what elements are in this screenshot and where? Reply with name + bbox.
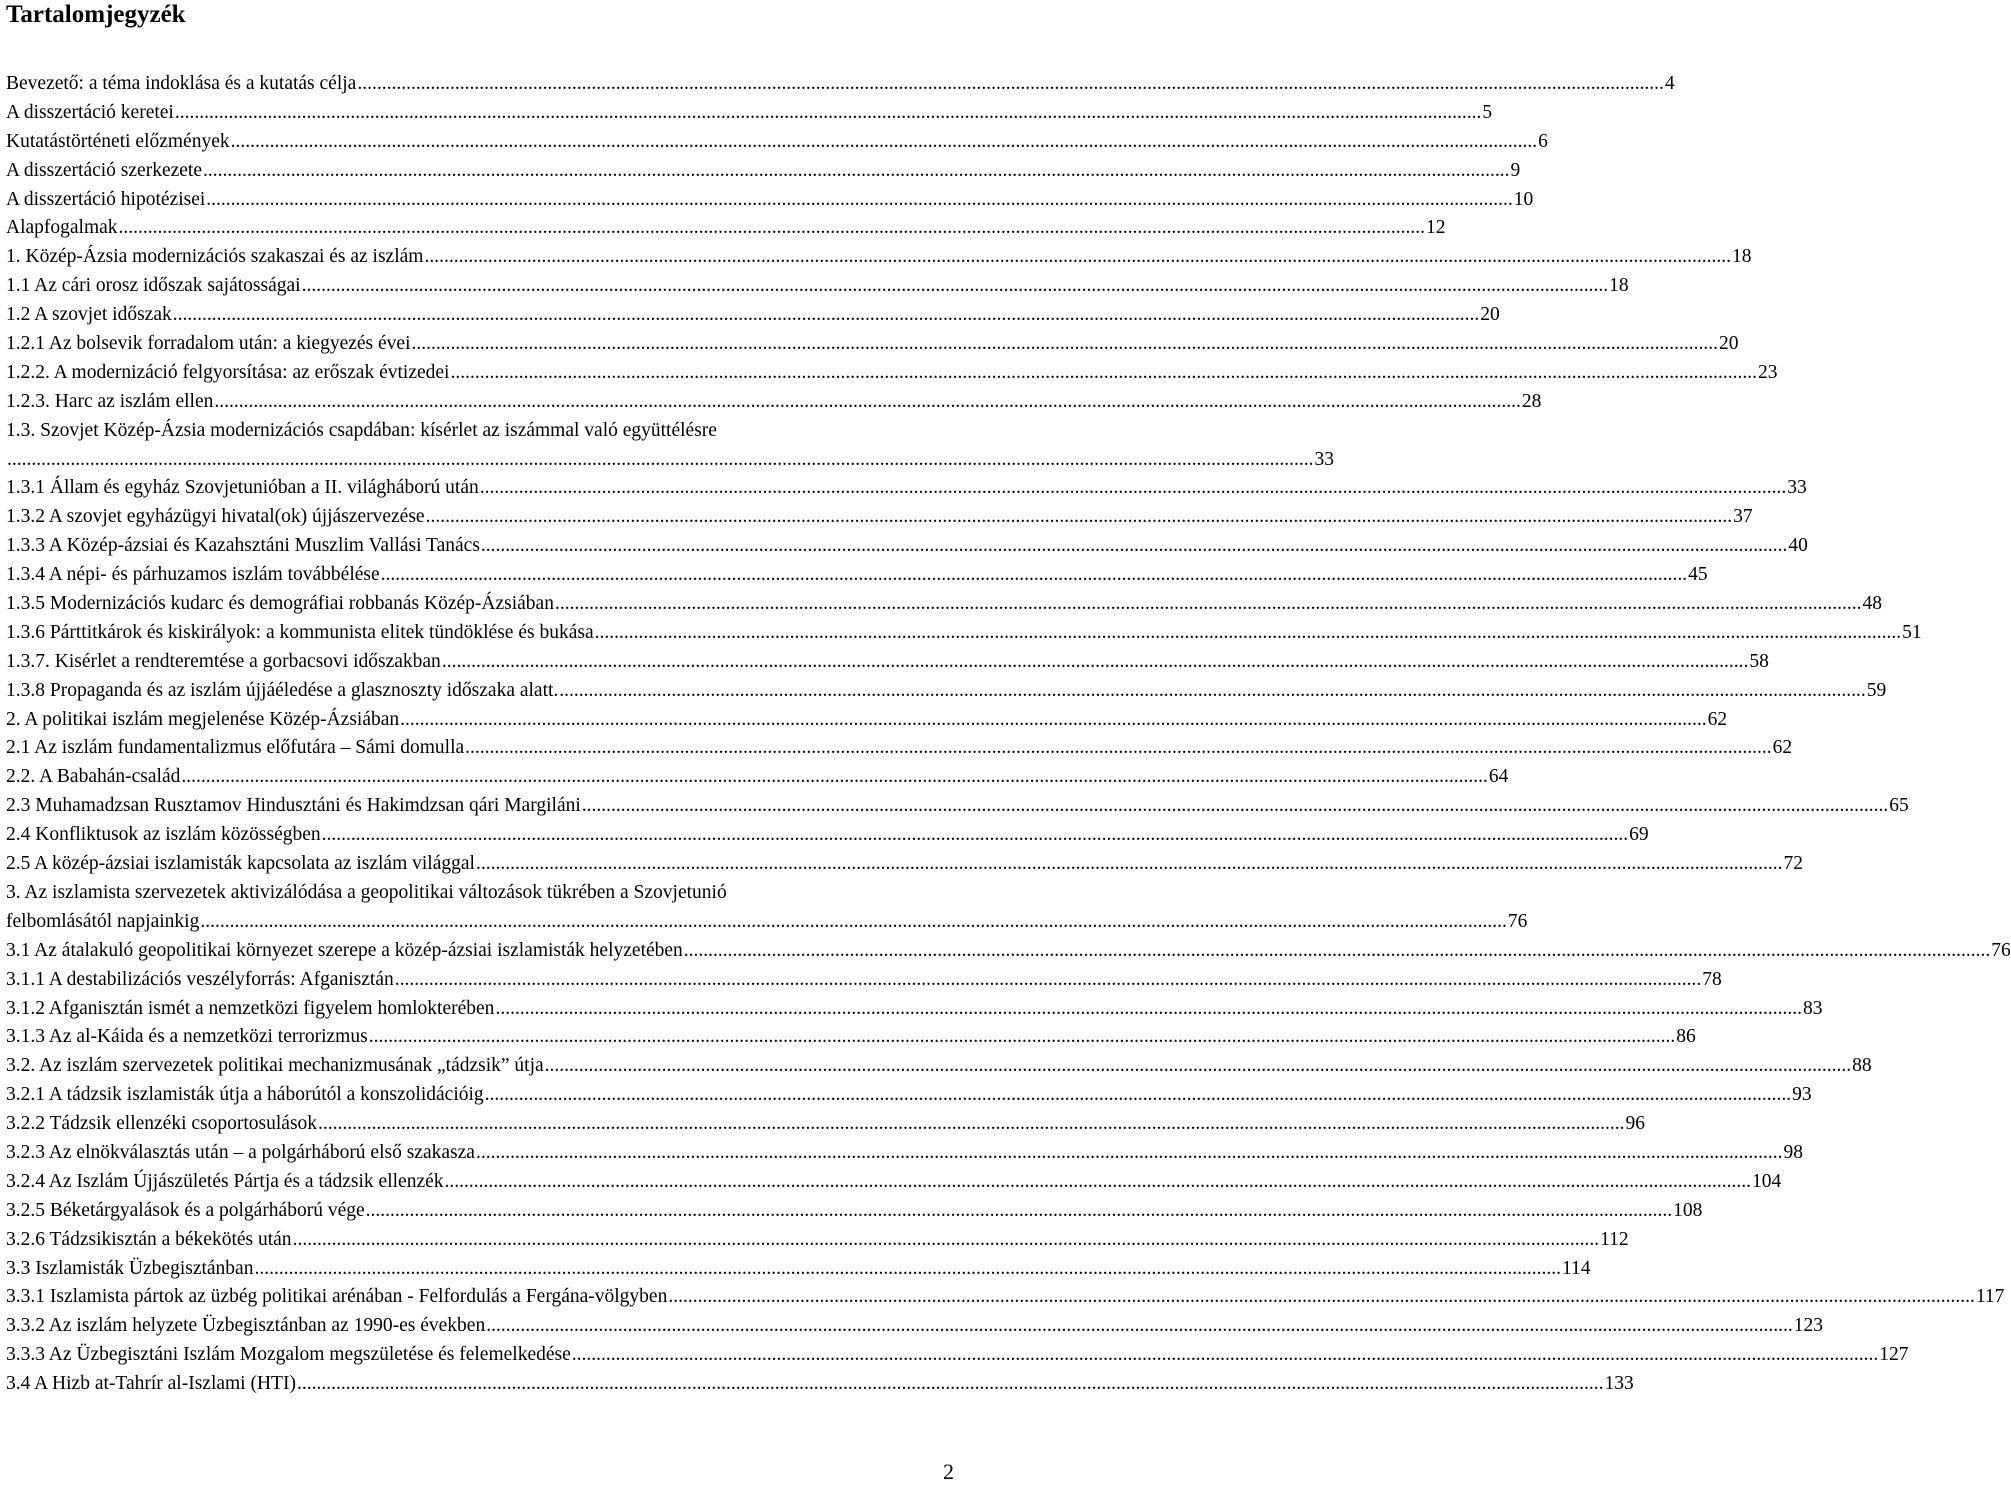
toc-entry-page: 69 [1629,824,1649,846]
toc-entry[interactable] [6,272,1629,301]
toc-entry-page: 40 [1788,535,1808,557]
toc-entry-page: 18 [1731,246,1752,268]
dot-leader [322,821,1629,850]
dot-leader [668,1283,1975,1312]
toc-entry[interactable] [6,966,1722,995]
toc-entry-title: 1.3.7. Kisérlet a rendteremtése a gorbacsovi időszakban [6,650,441,672]
toc-entry-page: 76 [1507,910,1528,932]
dot-leader [395,966,1702,995]
toc-entry-title: 3.3 Iszlamisták Üzbegisztánban [6,1257,254,1279]
toc-entry-title: Kutatástörténeti előzmények [6,130,230,152]
toc-entry-title: 3.2.3 Az elnökválasztás után – a polgárháború első szakasza [6,1141,475,1163]
toc-entry-page: 10 [1513,188,1534,210]
toc-entry[interactable] [6,1110,1646,1139]
dot-leader [684,937,1991,966]
toc-entry-title: 1.3.1 Állam és egyház Szovjetunióban a II. világháború után [6,477,479,499]
toc-entry[interactable] [6,157,1521,186]
toc-entry-page: 93 [1792,1084,1812,1106]
toc-entry[interactable] [6,214,1446,243]
toc-entry[interactable] [6,850,1803,879]
dot-leader [400,706,1707,735]
toc-entry-title: 3.2.2 Tádzsik ellenzéki csoportosulások [6,1113,318,1135]
dot-leader [318,1110,1625,1139]
toc-entry[interactable] [6,532,1808,561]
toc-entry-page: 65 [1889,795,1909,817]
toc-entry[interactable] [6,1168,1782,1197]
toc-entry-page: 62 [1772,737,1793,759]
dot-leader [173,301,1480,330]
toc-entry[interactable] [6,474,1807,503]
toc-entry-page: 18 [1609,275,1629,297]
dot-leader [357,70,1664,99]
dot-leader [476,850,1783,879]
toc-entry-title: 1. Közép-Ázsia modernizációs szakaszai és az iszlám [6,246,424,268]
toc-heading: Tartalomjegyzék [6,1,186,28]
toc-entry-title: 3.1.2 Afganisztán ismét a nemzetközi figyelem homlokterében [6,997,495,1019]
toc-entry-page: 117 [1975,1286,2005,1308]
toc-entry[interactable] [6,243,1752,272]
toc-entry-page: 76 [1991,939,2011,961]
dot-leader [476,1139,1783,1168]
toc-entry-title: 3.2.1 A tádzsik iszlamisták útja a háborútól a konszolidációig [6,1084,484,1106]
toc-entry-page: 23 [1757,361,1778,383]
toc-entry-title: 3.2.4 Az Iszlám Újjászületés Pártja és a tádzsik ellenzék [6,1170,444,1192]
toc-entry-title: 3.2.5 Béketárgyalások és a polgárháború vége [6,1199,365,1221]
toc-entry[interactable] [6,763,1509,792]
dot-leader [203,157,1510,186]
toc-entry-title: 3.2. Az iszlám szervezetek politikai mechanizmusának „tádzsik” útja [6,1055,544,1077]
toc-entry-title: 1.3.2 A szovjet egyházügyi hivatal(ok) újjászervezése [6,506,425,528]
toc-entry[interactable] [6,1081,1812,1110]
toc-entry[interactable] [6,388,1542,417]
toc-entry[interactable] [6,417,960,446]
toc-entry-title: 2.4 Konfliktusok az iszlám közösségben [6,824,321,846]
toc-entry-page: 20 [1719,333,1739,355]
toc-entry[interactable] [6,561,1708,590]
toc-entry-page: 33 [1787,477,1807,499]
toc-entry-title: 2.1 Az iszlám fundamentalizmus előfutára – Sámi domulla [6,737,465,759]
toc-entry-title: 3.2.6 Tádzsikisztán a békekötés után [6,1228,292,1250]
toc-entry-page: 28 [1521,390,1542,412]
dot-leader [181,763,1488,792]
dot-leader [559,677,1866,706]
toc-entry[interactable] [6,1370,1634,1399]
toc-entry[interactable] [6,99,1493,128]
dot-leader [426,503,1733,532]
toc-entry[interactable] [6,734,1793,763]
dot-leader [297,1370,1604,1399]
toc-entry-title: 1.2 A szovjet időszak [6,304,172,326]
toc-entry-title: 2.3 Muhamadzsan Rusztamov Hindusztáni és Hakimdzsan qári Margiláni [6,795,581,817]
dot-leader [480,474,1787,503]
toc-entry[interactable] [6,821,1649,850]
toc-entry[interactable] [6,503,1753,532]
toc-entry[interactable] [6,1023,1696,1052]
toc-entry[interactable] [6,1197,1703,1226]
dot-leader [486,1312,1793,1341]
toc-entry-page: 12 [1426,217,1446,239]
toc-entry[interactable] [6,446,1334,475]
toc-entry-title: 3.3.2 Az iszlám helyzete Üzbegisztánban az 1990-es években [6,1315,486,1337]
toc-entry-title: 3.3.3 Az Üzbegisztáni Iszlám Mozgalom megszületése és felemelkedése [6,1344,571,1366]
toc-entry-title: 1.2.2. A modernizáció felgyorsítása: az erőszak évtizedei [6,361,450,383]
toc-entry-title: 3.1.1 A destabilizációs veszélyforrás: Afganisztán [6,968,394,990]
toc-entry-title: 1.3.3 A Közép-ázsiai és Kazahsztáni Muszlim Vallási Tanács [6,535,480,557]
toc-entry[interactable] [6,995,1823,1024]
toc-entry-title: Alapfogalmak [6,217,118,239]
toc-entry-title: 2.2. A Babahán-család [6,766,181,788]
dot-leader [254,1255,1561,1284]
toc-entry[interactable] [6,1139,1803,1168]
toc-entry-title: 1.1 Az cári orosz időszak sajátosságai [6,275,301,297]
toc-entry-title: 1.3.5 Modernizációs kudarc és demográfiai robbanás Közép-Ázsiában [6,593,554,615]
dot-leader [200,908,1507,937]
toc-entry-title: 3.4 A Hizb at-Tahrír al-Iszlami (HTI) [6,1373,296,1395]
toc-entry-page: 114 [1561,1257,1591,1279]
dot-leader [442,648,1749,677]
toc-entry-page: 78 [1702,968,1722,990]
dot-leader [572,1341,1879,1370]
toc-entry-page: 72 [1783,853,1803,875]
toc-entry-title: 1.2.3. Harc az iszlám ellen [6,390,214,412]
dot-leader [412,330,1719,359]
toc-entry-page: 6 [1538,130,1548,152]
toc-entry-page: 108 [1673,1199,1703,1221]
toc-entry[interactable] [6,619,1922,648]
toc-entry-page: 33 [1314,448,1334,470]
dot-leader [119,214,1426,243]
toc-entry-title: 1.3.4 A népi- és párhuzamos iszlám továbbélése [6,564,380,586]
dot-leader [206,186,1513,215]
toc-entry[interactable] [6,706,1728,735]
page-number: 2 [943,1459,954,1484]
toc-entry-page: 127 [1879,1344,1909,1366]
toc-entry[interactable] [6,590,1882,619]
dot-leader [7,446,1314,475]
toc-entry-page: 62 [1707,708,1728,730]
table-of-contents [6,70,2011,1399]
toc-entry-title: 3.1.3 Az al-Káida és a nemzetközi terrorizmus [6,1026,368,1048]
toc-entry-title: Bevezető: a téma indoklása és a kutatás célja [6,73,357,94]
toc-entry[interactable] [6,186,1534,215]
toc-entry-title: 1.3. Szovjet Közép-Ázsia modernizációs csapdában: kísérlet az iszámmal való együttélésre [6,419,717,441]
toc-entry[interactable] [6,677,1887,706]
toc-entry[interactable] [6,1312,1823,1341]
toc-entry-title: 3. Az iszlamista szervezetek aktivizálódása a geopolitikai változások tükrében a Szovjetunió [6,881,727,903]
dot-leader [545,1052,1852,1081]
dot-leader [293,1226,1600,1255]
toc-entry[interactable] [6,1255,1591,1284]
toc-entry[interactable] [6,1341,1909,1370]
toc-entry-page: 45 [1688,564,1708,586]
dot-leader [485,1081,1792,1110]
toc-entry-title: 1.3.8 Propaganda és az iszlám újjáéledése a glasznoszty időszaka alatt. [6,679,559,701]
toc-entry-page: 9 [1510,159,1521,181]
toc-entry[interactable] [6,937,2011,966]
toc-entry-page: 51 [1902,621,1922,643]
toc-entry-page: 58 [1749,650,1769,672]
toc-entry-page: 104 [1752,1170,1782,1192]
toc-entry[interactable] [6,359,1778,388]
dot-leader [465,734,1772,763]
toc-entry-page: 5 [1482,101,1493,123]
toc-entry-title: A disszertáció hipotézisei [6,188,206,210]
dot-leader [450,359,1757,388]
toc-entry-page: 133 [1604,1373,1634,1395]
toc-entry[interactable] [6,1226,1629,1255]
toc-entry-page: 112 [1600,1228,1629,1250]
toc-entry[interactable] [6,128,1548,157]
toc-entry[interactable] [6,879,960,908]
toc-entry[interactable] [6,908,1528,937]
dot-leader [302,272,1609,301]
toc-entry-title: A disszertáció keretei [6,101,174,123]
toc-entry-page: 20 [1480,304,1500,326]
dot-leader [381,561,1688,590]
toc-entry-title: 1.3.6 Párttitkárok és kiskirályok: a kommunista elitek tündöklése és bukása [6,621,594,643]
toc-entry[interactable] [6,792,1909,821]
toc-entry-page: 37 [1733,506,1753,528]
toc-entry[interactable] [6,1052,1872,1081]
toc-entry-page: 64 [1488,766,1509,788]
toc-entry-page: 96 [1625,1113,1646,1135]
dot-leader [424,243,1731,272]
dot-leader [582,792,1889,821]
toc-entry[interactable] [6,301,1500,330]
toc-entry-title: 3.3.1 Iszlamista pártok az üzbég politikai arénában - Felfordulás a Fergána-völgyben [6,1286,668,1308]
dot-leader [445,1168,1752,1197]
dot-leader [495,995,1802,1024]
toc-entry-page: 48 [1862,593,1882,615]
toc-entry[interactable] [6,1283,2005,1312]
dot-leader [369,1023,1676,1052]
dot-leader [231,128,1538,157]
toc-entry-title: 2.5 A közép-ázsiai iszlamisták kapcsolata az iszlám világgal [6,853,475,875]
toc-entry-page: 123 [1793,1315,1823,1337]
toc-entry[interactable] [6,648,1769,677]
toc-entry-page: 59 [1866,679,1887,701]
toc-entry-title: A disszertáció szerkezete [6,159,202,181]
toc-entry-page: 98 [1783,1141,1803,1163]
toc-entry[interactable] [6,70,1675,99]
dot-leader [555,590,1862,619]
dot-leader [481,532,1788,561]
toc-entry-page: 83 [1802,997,1823,1019]
toc-entry-page: 86 [1676,1026,1696,1048]
dot-leader [366,1197,1673,1226]
toc-entry[interactable] [6,330,1739,359]
dot-leader [214,388,1521,417]
dot-leader [595,619,1902,648]
toc-entry-title: 3.1 Az átalakuló geopolitikai környezet szerepe a közép-ázsiai iszlamisták helyzetében [6,939,683,961]
toc-entry-title: 2. A politikai iszlám megjelenése Közép-Ázsiában [6,708,400,730]
toc-entry-title: felbomlásától napjainkig [6,910,200,932]
toc-entry-page: 88 [1852,1055,1872,1077]
toc-entry-title: 1.2.1 Az bolsevik forradalom után: a kiegyezés évei [6,333,411,355]
dot-leader [175,99,1482,128]
toc-entry-page: 4 [1664,73,1675,94]
